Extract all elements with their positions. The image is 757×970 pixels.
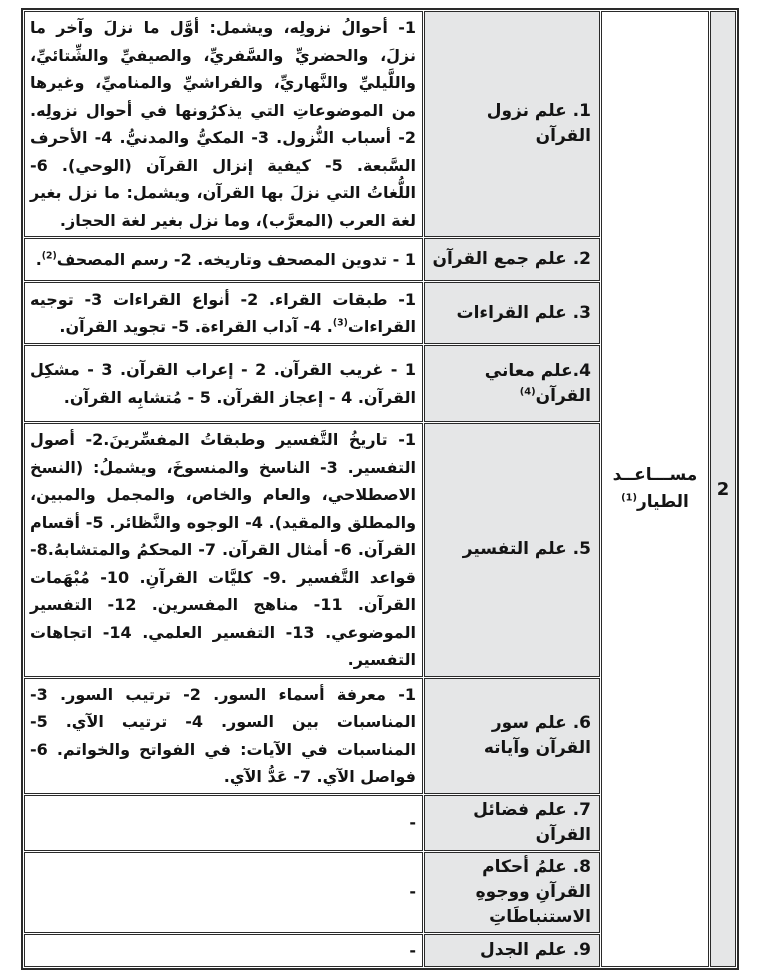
science-name-cell: 8. علمُ أحكام القرآنِ ووجوهِ الاستنباطَاتِ [424,852,600,933]
science-name-cell: 1. علم نزول القرآن [424,11,600,237]
science-name-cell: 9. علم الجدل [424,934,600,968]
science-desc-cell: - [24,795,423,851]
science-name-cell: 3. علم القراءات [424,282,600,344]
group-number-cell: 2 [710,11,736,967]
science-name-cell: 5. علم التفسير [424,423,600,677]
science-desc-cell: 1- أحوالُ نزولِه، ويشمل: أوَّل ما نزلَ وآخر ما نزلَ، والحضريِّ والسَّفريِّ، والصيفيِّ والشِّتائيِّ، واللَّيليِّ والنَّهاريِّ، والفراشيِّ والمناميِّ، وغيرها من الموضوعاتِ التي يذكرُونها في أحوال نزولِه. 2- أسباب النُّزول. 3- المكيُّ والمدنيُّ. 4- الأحرف السَّبعة. 5- كيفية إنزال القرآن (الوحي). 6- اللُّغاتُ التي نزلَ بها القرآن، ويشمل: ما نزل بغير لغة العرب (المعرَّب)، وما نزل بغير لغة الحجاز. [24,11,423,237]
science-desc-cell: - [24,934,423,968]
science-desc-cell: 1- طبقات القراء. 2- أنواع القراءات 3- توجيه القراءات$^{(3)}$. 4- آداب القراءة. 5- تجويد القرآن. [24,282,423,344]
science-desc-cell: 1- معرفة أسماء السور. 2- ترتيب السور. 3- المناسبات بين السور. 4- ترتيب الآي. 5- المناسبات في الآيات: في الفواتح والخواتم. 6- فواصل الآي. 7- عَدُّ الآي. [24,678,423,794]
science-name-cell: 6. علم سور القرآن وآياته [424,678,600,794]
science-desc-cell: - [24,852,423,933]
table-row [24,11,736,237]
science-name-cell: 2. علم جمع القرآن [424,238,600,281]
science-name-cell: 4.علم معاني القرآن$^{(4)}$ [424,345,600,422]
author-name-cell: مســـاعــد الطيار$^{(1)}$ [601,11,709,967]
science-name-cell: 7. علم فضائل القرآن [424,795,600,851]
science-desc-cell: 1 - تدوين المصحف وتاريخه. 2- رسم المصحف$^{(2)}$. [24,238,423,281]
science-desc-cell: 1- تاريخُ التَّفسير وطبقاتُ المفسِّرينَ.2- أصول التفسير. 3- الناسخ والمنسوخَ، ويشملُ: (النسخ الاصطلاحي، والعام والخاص، والمجمل والمبين، والمطلق والمقيد). 4- الوجوه والنَّظائر. 5- أقسام القرآن. 6- أمثال القرآن. 7- المحكمُ والمتشابهُ.8- قواعد التَّفسير .9- كليَّات القرآنِ. 10- مُبْهَمات القرآن. 11- مناهج المفسرين. 12- التفسير الموضوعي. 13- التفسير العلمي. 14- اتجاهات التفسير. [24,423,423,677]
quran-sciences-table [21,8,739,970]
science-desc-cell: 1 - غريب القرآن. 2 - إعراب القرآن. 3 - مشكِل القرآن. 4 - إعجاز القرآن. 5 - مُتشابِه القرآن. [24,345,423,422]
